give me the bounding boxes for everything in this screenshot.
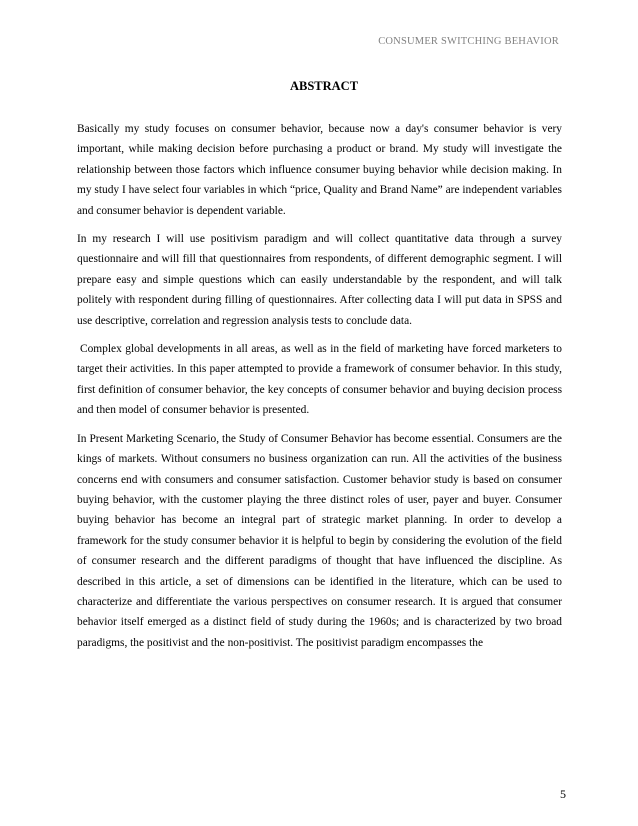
- paragraph-4: In Present Marketing Scenario, the Study of Consumer Behavior has become essential. Consumers are the kings of markets. Without consumers no business organization can run. All the activities of the business concerns end with consumers and consumer satisfaction. Customer behavior study is based on consumer buying behavior, with the customer playing the three distinct roles of user, payer and buyer. Consumer buying behavior has become an integral part of strategic market planning. In order to develop a framework for the study consumer behavior it is helpful to begin by considering the evolution of the field of consumer research and the different paradigms of thought that have influenced the discipline. As described in this article, a set of dimensions can be identified in the literature, which can be used to characterize and differentiate the various perspectives on consumer research. It is argued that consumer behavior itself emerged as a distinct field of study during the 1960s; and is characterized by two broad paradigms, the positivist and the non-positivist. The positivist paradigm encompasses the: [77, 432, 562, 649]
- paragraph-1: Basically my study focuses on consumer behavior, because now a day's consumer behavior is very important, while making decision before purchasing a product or brand. My study will investigate the relationship between those factors which influence consumer buying behavior while decision making. In my study I have select four variables in which “price, Quality and Brand Name” are independent variables and consumer behavior is dependent variable.: [77, 123, 562, 217]
- paragraph-2: In my research I will use positivism paradigm and will collect quantitative data through a survey questionnaire and will fill that questionnaires from respondents, of different demographic segment. I will prepare easy and simple questions which can easily understandable by the respondent, and will talk politely with respondent during filling of questionnaires. After collecting data I will put data in SPSS and use descriptive, correlation and regression analysis tests to conclude data.: [77, 233, 562, 327]
- running-header: CONSUMER SWITCHING BEHAVIOR: [378, 36, 559, 47]
- page-number: 5: [560, 787, 566, 801]
- paragraph-3: Complex global developments in all areas, as well as in the field of marketing have forced marketers to target their activities. In this paper attempted to provide a framework of consumer behavior. In this study, first definition of consumer behavior, the key concepts of consumer behavior and buying decision process and then model of consumer behavior is presented.: [77, 343, 562, 417]
- section-title: ABSTRACT: [289, 79, 359, 93]
- document-body: [77, 119, 562, 661]
